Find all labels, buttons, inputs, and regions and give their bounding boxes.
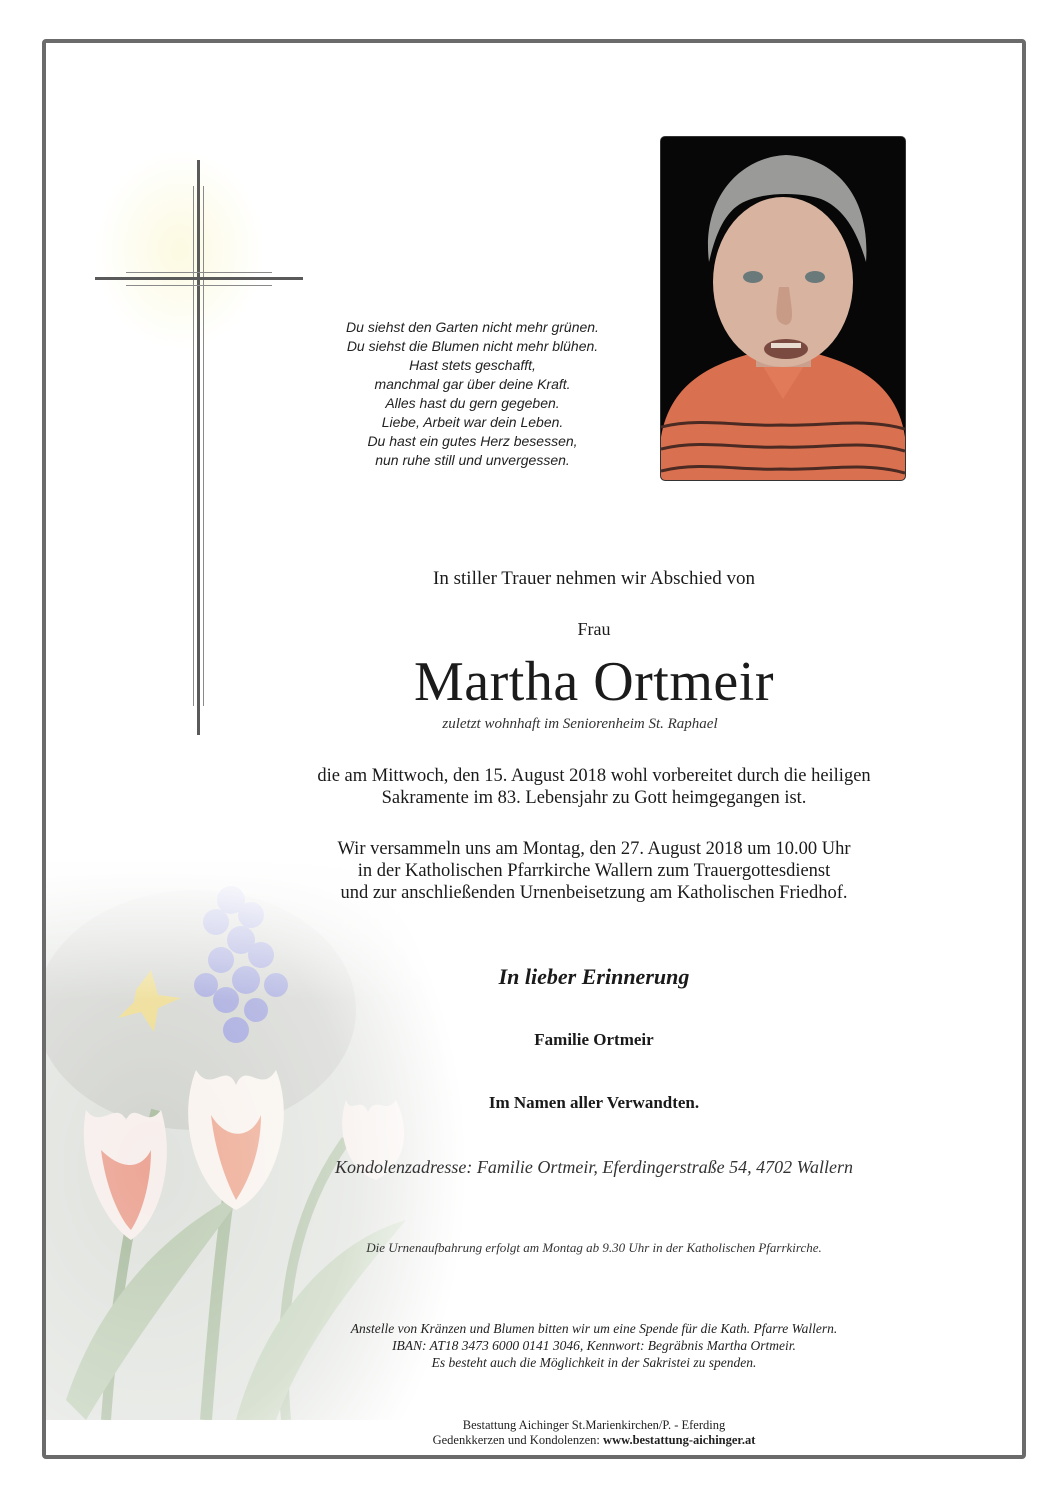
donation-line: Es besteht auch die Möglichkeit in der Sakristei zu spenden. [431,1355,757,1370]
poem-line: nun ruhe still und unvergessen. [375,452,570,468]
residence-text: zuletzt wohnhaft im Seniorenheim St. Raphael [442,716,718,732]
poem-line: Du siehst die Blumen nicht mehr blühen. [346,338,599,354]
urn-viewing-note: Die Urnenaufbahrung erfolgt am Montag ab 9.30 Uhr in der Katholischen Pfarrkirche. [366,1240,822,1255]
salutation: Frau [577,619,611,639]
footer-contact [290,1433,898,1448]
footer-company: Bestattung Aichinger St.Marienkirchen/P. - Eferding [462,1418,726,1432]
poem-line: Du siehst den Garten nicht mehr grünen. [346,319,599,335]
cross-glow [95,150,265,350]
poem-line: Hast stets geschafft, [409,357,536,373]
family-name: Familie Ortmeir [534,1030,654,1049]
poem [300,318,645,470]
relatives-text: Im Namen aller Verwandten. [488,1093,700,1112]
donation-line: Anstelle von Kränzen und Blumen bitten wir um eine Spende für die Kath. Pfarre Wallern. [350,1321,838,1336]
poem-line: Liebe, Arbeit war dein Leben. [381,414,564,430]
death-line: Sakramente im 83. Lebensjahr zu Gott heimgegangen ist. [381,788,807,808]
intro-text: In stiller Trauer nehmen wir Abschied von [433,568,755,589]
service-paragraph [290,838,898,904]
service-line: und zur anschließenden Urnenbeisetzung am Katholischen Friedhof. [340,883,848,903]
donation-line: IBAN: AT18 3473 6000 0141 3046, Kennwort: Begräbnis Martha Ortmeir. [392,1338,796,1353]
death-line: die am Mittwoch, den 15. August 2018 wohl vorbereitet durch die heiligen [317,766,871,786]
footer [290,1418,898,1448]
portrait-photo [661,137,905,480]
poem-line: manchmal gar über deine Kraft. [374,376,571,392]
condolence-address: Kondolenzadresse: Familie Ortmeir, Eferdingerstraße 54, 4702 Wallern [335,1157,853,1177]
poem-line: Alles hast du gern gegeben. [385,395,560,411]
deceased-name: Martha Ortmeir [414,651,774,713]
footer-website-link[interactable]: www.bestattung-aichinger.at [603,1433,756,1447]
service-line: in der Katholischen Pfarrkirche Wallern zum Trauergottesdienst [357,861,831,881]
poem-line: Du hast ein gutes Herz besessen, [367,433,578,449]
service-line: Wir versammeln uns am Montag, den 27. August 2018 um 10.00 Uhr [337,839,851,859]
footer-contact-label: Gedenkkerzen und Kondolenzen: [432,1433,604,1447]
death-paragraph [290,765,898,809]
memory-heading: In lieber Erinnerung [498,964,690,989]
donation-note [280,1320,908,1371]
